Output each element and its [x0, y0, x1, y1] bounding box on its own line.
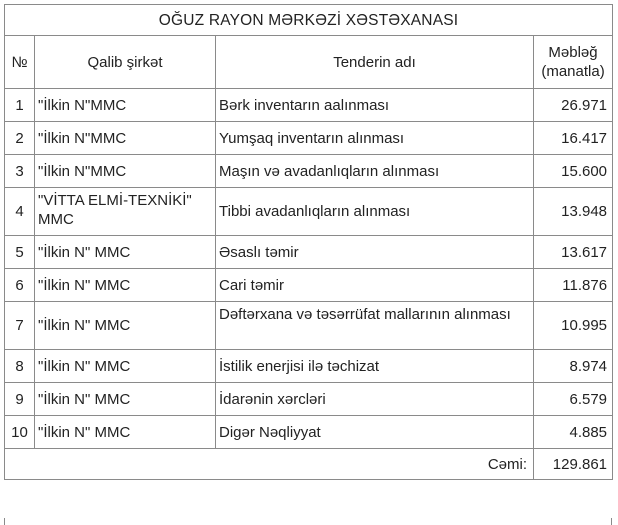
row-number: 4 — [5, 188, 35, 236]
row-amount: 6.579 — [534, 383, 613, 416]
header-amount-line1: Məbləğ — [548, 44, 598, 61]
row-number: 1 — [5, 89, 35, 122]
header-tender: Tenderin adı — [216, 36, 534, 89]
row-number: 2 — [5, 122, 35, 155]
row-number: 6 — [5, 269, 35, 302]
header-company: Qalib şirkət — [35, 36, 216, 89]
header-amount-line2: (manatla) — [541, 63, 605, 80]
row-company: "İlkin N" MMC — [35, 236, 216, 269]
row-number: 8 — [5, 350, 35, 383]
row-tender: Dəftərxana və təsərrüfat mallarının alınması — [216, 302, 534, 350]
table-row — [5, 302, 613, 350]
row-tender: Əsaslı təmir — [216, 236, 534, 269]
row-tender: Yumşaq inventarın alınması — [216, 122, 534, 155]
row-number: 7 — [5, 302, 35, 350]
row-amount: 8.974 — [534, 350, 613, 383]
header-amount — [534, 36, 613, 89]
row-amount: 13.617 — [534, 236, 613, 269]
row-company: "İlkin N" MMC — [35, 350, 216, 383]
table-row — [5, 188, 613, 236]
table-row — [5, 236, 613, 269]
row-company: "İlkin N"MMC — [35, 89, 216, 122]
row-company: "İlkin N"MMC — [35, 122, 216, 155]
tender-table — [4, 4, 613, 480]
row-number: 10 — [5, 416, 35, 449]
header-row — [5, 36, 613, 89]
table-continuation-edge — [4, 518, 612, 525]
row-company: "İlkin N" MMC — [35, 302, 216, 350]
title-row — [5, 5, 613, 36]
table-row — [5, 350, 613, 383]
row-amount: 16.417 — [534, 122, 613, 155]
row-number: 5 — [5, 236, 35, 269]
table-row — [5, 122, 613, 155]
row-tender: Digər Nəqliyyat — [216, 416, 534, 449]
row-company: "İlkin N" MMC — [35, 416, 216, 449]
row-amount: 15.600 — [534, 155, 613, 188]
row-company: "İlkin N"MMC — [35, 155, 216, 188]
row-amount: 13.948 — [534, 188, 613, 236]
table-title: OĞUZ RAYON MƏRKƏZİ XƏSTƏXANASI — [5, 5, 613, 36]
row-tender: Maşın və avadanlıqların alınması — [216, 155, 534, 188]
total-label: Cəmi: — [5, 449, 534, 480]
table-row — [5, 155, 613, 188]
row-tender: Bərk inventarın aalınması — [216, 89, 534, 122]
table-row — [5, 383, 613, 416]
table-row — [5, 269, 613, 302]
row-amount: 11.876 — [534, 269, 613, 302]
row-tender: Cari təmir — [216, 269, 534, 302]
table-row — [5, 89, 613, 122]
row-amount: 26.971 — [534, 89, 613, 122]
row-number: 3 — [5, 155, 35, 188]
row-amount: 4.885 — [534, 416, 613, 449]
table-row — [5, 416, 613, 449]
row-company: "VİTTA ELMİ-TEXNİKİ" MMC — [35, 188, 216, 236]
row-tender: Tibbi avadanlıqların alınması — [216, 188, 534, 236]
row-amount: 10.995 — [534, 302, 613, 350]
total-row — [5, 449, 613, 480]
row-number: 9 — [5, 383, 35, 416]
row-company: "İlkin N" MMC — [35, 269, 216, 302]
row-tender: İstilik enerjisi ilə təchizat — [216, 350, 534, 383]
row-company: "İlkin N" MMC — [35, 383, 216, 416]
header-number: № — [5, 36, 35, 89]
total-amount: 129.861 — [534, 449, 613, 480]
row-tender: İdarənin xərcləri — [216, 383, 534, 416]
